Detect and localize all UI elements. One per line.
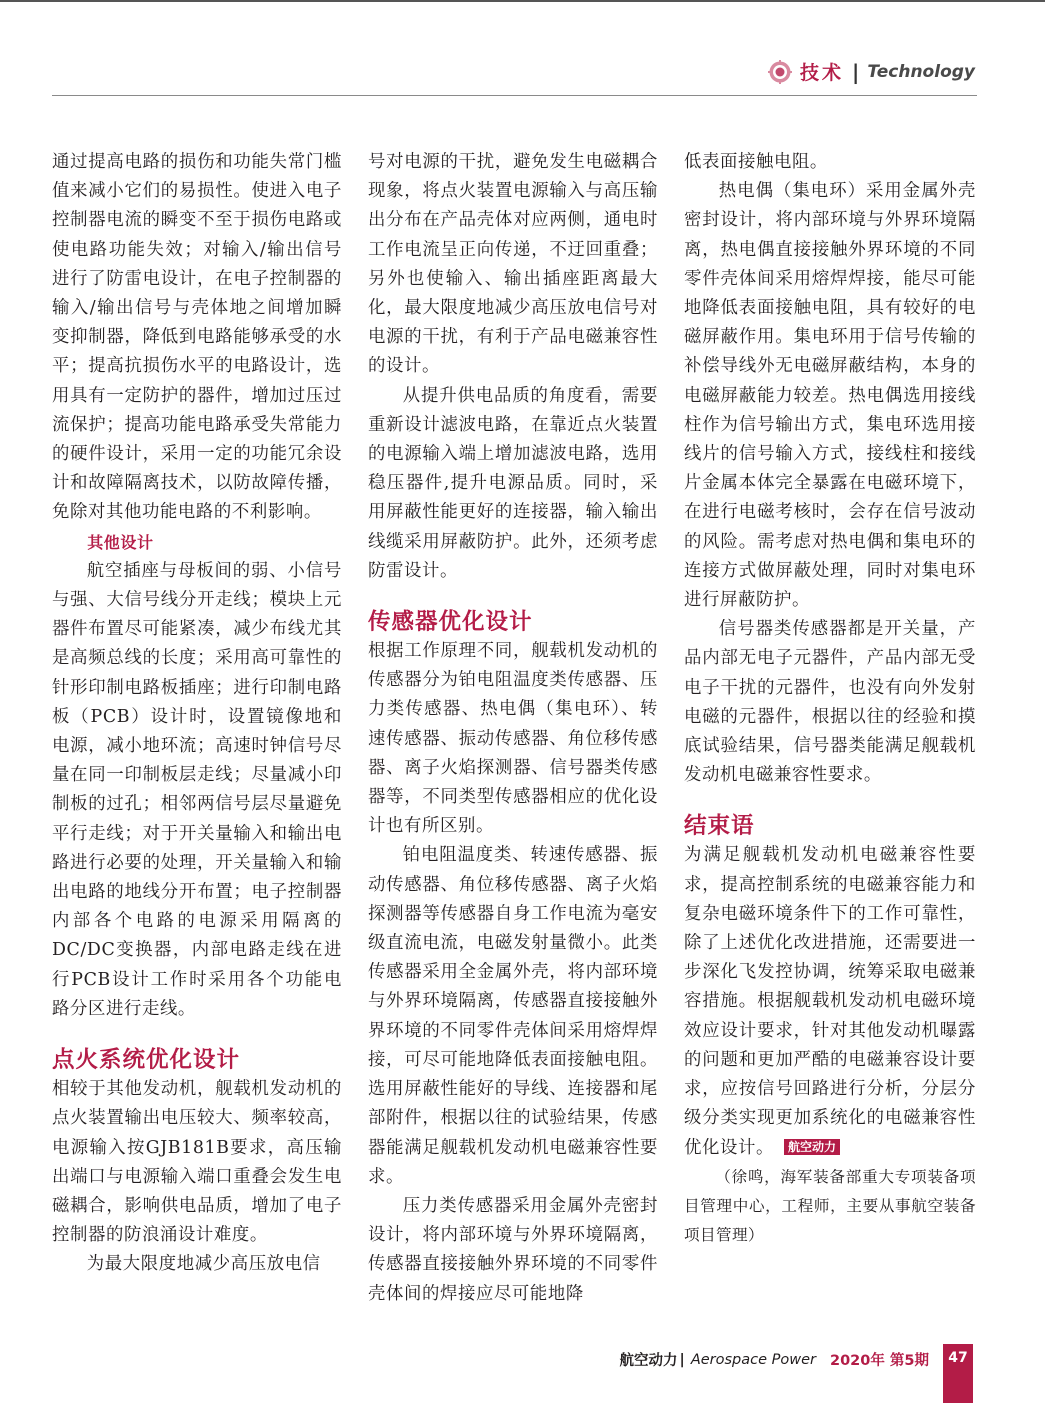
footer-separator: | (679, 1351, 685, 1368)
section-heading-conclusion: 结束语 (684, 813, 755, 840)
section-heading-ignition: 点火系统优化设计 (52, 1047, 241, 1074)
column-3 (684, 148, 976, 1250)
paragraph: 通过提高电路的损伤和功能失常门槛值来减小它们的易损性。使进入电子控制器电流的瞬变不至于损伤电路或使电路功能失效；对输入/输出信号进行了防雷电设计，在电子控制器的输入/输出信号与壳体地之间增加瞬变抑制器，降低到电路能够承受的水平；提高抗损伤水平的电路设计，选用具有一定防护的器件，增加过压过流保护；提高功能电路承受失常能力的硬件设计，采用一定的功能冗余设计和故障隔离技术，以防故障传播，免除对其他功能电路的不利影响。 (52, 152, 342, 523)
journal-name-cn: 航空动力 (619, 1353, 678, 1369)
paragraph-conclusion (684, 841, 976, 1162)
page-number: 47 (943, 1344, 973, 1403)
section-separator: | (852, 59, 860, 84)
subheading-other-design: 其他设计 (87, 532, 154, 552)
section-heading-sensors: 传感器优化设计 (368, 609, 533, 636)
journal-end-logo: 航空动力 (784, 1139, 840, 1155)
footer (620, 1349, 929, 1370)
paragraph: 低表面接触电阻。 (684, 152, 828, 172)
column-1 (52, 148, 342, 1280)
header-rule (52, 95, 977, 96)
section-label-cn: 技术 (800, 62, 845, 84)
paragraph: 铂电阻温度类、转速传感器、振动传感器、角位移传感器、离子火焰探测器等传感器自身工作电流为毫安级直流电流，电磁发射量微小。此类传感器采用全金属外壳，将内部环境与外界环境隔离，传感器直接接触外界环境的不同零件壳体间采用熔焊焊接，可尽可能地降低表面接触电阻。选用屏蔽性能好的导线、连接器和尾部附件，根据以往的试验结果，传感器能满足舰载机发动机电磁兼容性要求。 (368, 845, 658, 1187)
section-tag (768, 58, 975, 85)
paragraph: 航空插座与母板间的弱、小信号与强、大信号线分开走线；模块上元器件布置尽可能紧凑，减少布线尤其是高频总线的长度；采用高可靠性的针形印制电路板插座；进行印制电路板（PCB）设计时，设置镜像地和电源，减小地环流；高速时钟信号尽量在同一印制板层走线；尽量减小印制板的过孔；相邻两信号层尽量避免平行走线；对于开关量输入和输出电路进行必要的处理，开关量输入和输出电路的地线分开布置；电子控制器内部各个电路的电源采用隔离的DC/DC变换器，内部电路走线在进行PCB设计工作时采用各个功能电路分区进行走线。 (52, 560, 342, 1019)
top-rule (0, 0, 1045, 2)
issue-label: 2020年 第5期 (830, 1353, 929, 1369)
paragraph: 压力类传感器采用金属外壳密封设计，将内部环境与外界环境隔离，传感器直接接触外界环境的不同零件壳体间的焊接应尽可能地降 (368, 1195, 658, 1304)
conclusion-text: 为满足舰载机发动机电磁兼容性要求，提高控制系统的电磁兼容能力和复杂电磁环境条件下的工作可靠性，除了上述优化改进措施，还需要进一步深化飞发控协调，统筹采取电磁兼容措施。根据舰载机发动机电磁环境效应设计要求，针对其他发动机曝露的问题和更加严酷的电磁兼容设计要求，应按信号回路进行分析，分层分级分类实现更加系统化的电磁兼容性优化设计。 (684, 845, 976, 1158)
gear-emblem-icon (768, 60, 792, 84)
paragraph: 信号器类传感器都是开关量，产品内部无电子元器件，产品内部无受电子干扰的元器件，也没有向外发射电磁的元器件，根据以往的经验和摸底试验结果，信号器类能满足舰载机发动机电磁兼容性要求。 (684, 619, 976, 786)
paragraph: 从提升供电品质的角度看，需要重新设计滤波电路，在靠近点火装置的电源输入端上增加滤波电路，选用稳压器件,提升电源品质。同时，采用屏蔽性能更好的连接器，输入输出线缆采用屏蔽防护。此外，还须考虑防雷设计。 (368, 385, 658, 581)
journal-name-en: Aerospace Power (690, 1351, 816, 1368)
paragraph: 为最大限度地减少高压放电信 (86, 1254, 321, 1275)
column-2 (368, 148, 658, 1309)
paragraph: 号对电源的干扰，避免发生电磁耦合现象，将点火装置电源输入与高压输出分布在产品壳体对应两侧，通电时工作电流呈正向传递，不迂回重叠；另外也使输入、输出插座距离最大化，最大限度地减少高压放电信号对电源的干扰，有利于产品电磁兼容性的设计。 (368, 152, 658, 377)
section-label-en: Technology (867, 61, 975, 82)
author-note: （徐鸣，海军装备部重大专项装备项目管理中心，工程师，主要从事航空装备项目管理） (684, 1167, 976, 1245)
paragraph: 相较于其他发动机，舰载机发动机的点火装置输出电压较大、频率较高，电源输入按GJB181B要求，高压输出端口与电源输入端口重叠会发生电磁耦合，影响供电品质，增加了电子控制器的防浪涌设计难度。 (52, 1079, 342, 1246)
paragraph: 热电偶（集电环）采用金属外壳密封设计，将内部环境与外界环境隔离，热电偶直接接触外界环境的不同零件壳体间采用熔焊焊接，能尽可能地降低表面接触电阻，具有较好的电磁屏蔽作用。集电环用于信号传输的补偿导线外无电磁屏蔽结构，本身的电磁屏蔽能力较差。热电偶选用接线柱作为信号输出方式，集电环选用接线片的信号输入方式，接线柱和接线片金属本体完全暴露在电磁环境下，在进行电磁考核时，会存在信号波动的风险。需考虑对热电偶和集电环的连接方式做屏蔽处理，同时对集电环进行屏蔽防护。 (684, 181, 976, 611)
paragraph: 根据工作原理不同，舰载机发动机的传感器分为铂电阻温度类传感器、压力类传感器、热电偶（集电环）、转速传感器、振动传感器、角位移传感器、离子火焰探测器、信号器类传感器等，不同类型传感器相应的优化设计也有所区别。 (368, 641, 658, 837)
